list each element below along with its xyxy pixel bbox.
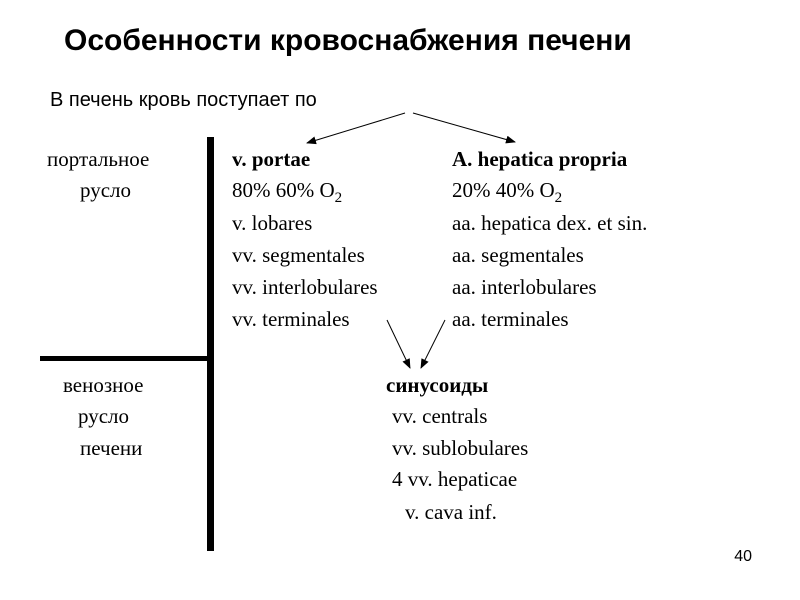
venous-item: vv. sublobulares: [392, 436, 529, 460]
sinusoids-header: синусоиды: [386, 373, 489, 397]
slide-title: Особенности кровоснабжения печени: [64, 24, 632, 57]
arrow-terminales-left: [387, 320, 410, 368]
portae-item: vv. segmentales: [232, 243, 365, 267]
hepatica-header: A. hepatica propria: [452, 147, 628, 171]
hepatica-percent: 20% 40% $O_2$: [452, 178, 563, 207]
venous-label-line2: русло: [78, 404, 130, 428]
venous-label-line3: печени: [80, 436, 143, 460]
page-number: 40: [734, 548, 752, 565]
portae-item: vv. interlobulares: [232, 275, 378, 299]
portae-percent: 80% 60% $O_2$: [232, 178, 343, 207]
venous-item: vv. centrals: [392, 404, 488, 428]
arrow-to-hepatica: [413, 113, 515, 142]
intro-text: В печень кровь поступает по: [50, 89, 317, 111]
hepatica-item: aa. interlobulares: [452, 275, 597, 299]
venous-label-line1: венозное: [63, 373, 144, 397]
venous-item: v. cava inf.: [405, 500, 497, 524]
portal-label-line2: русло: [80, 178, 132, 202]
arrow-terminales-right: [421, 320, 445, 368]
venous-item: 4 vv. hepaticae: [392, 467, 518, 491]
portal-label-line1: портальное: [47, 147, 150, 171]
portae-item: v. lobares: [232, 211, 313, 235]
portae-item: vv. terminales: [232, 307, 350, 331]
hepatica-item: aa. hepatica dex. et sin.: [452, 211, 648, 235]
hepatica-item: aa. segmentales: [452, 243, 584, 267]
portae-header: v. portae: [232, 147, 311, 171]
hepatica-item: aa. terminales: [452, 307, 569, 331]
arrow-to-portae: [307, 113, 405, 143]
